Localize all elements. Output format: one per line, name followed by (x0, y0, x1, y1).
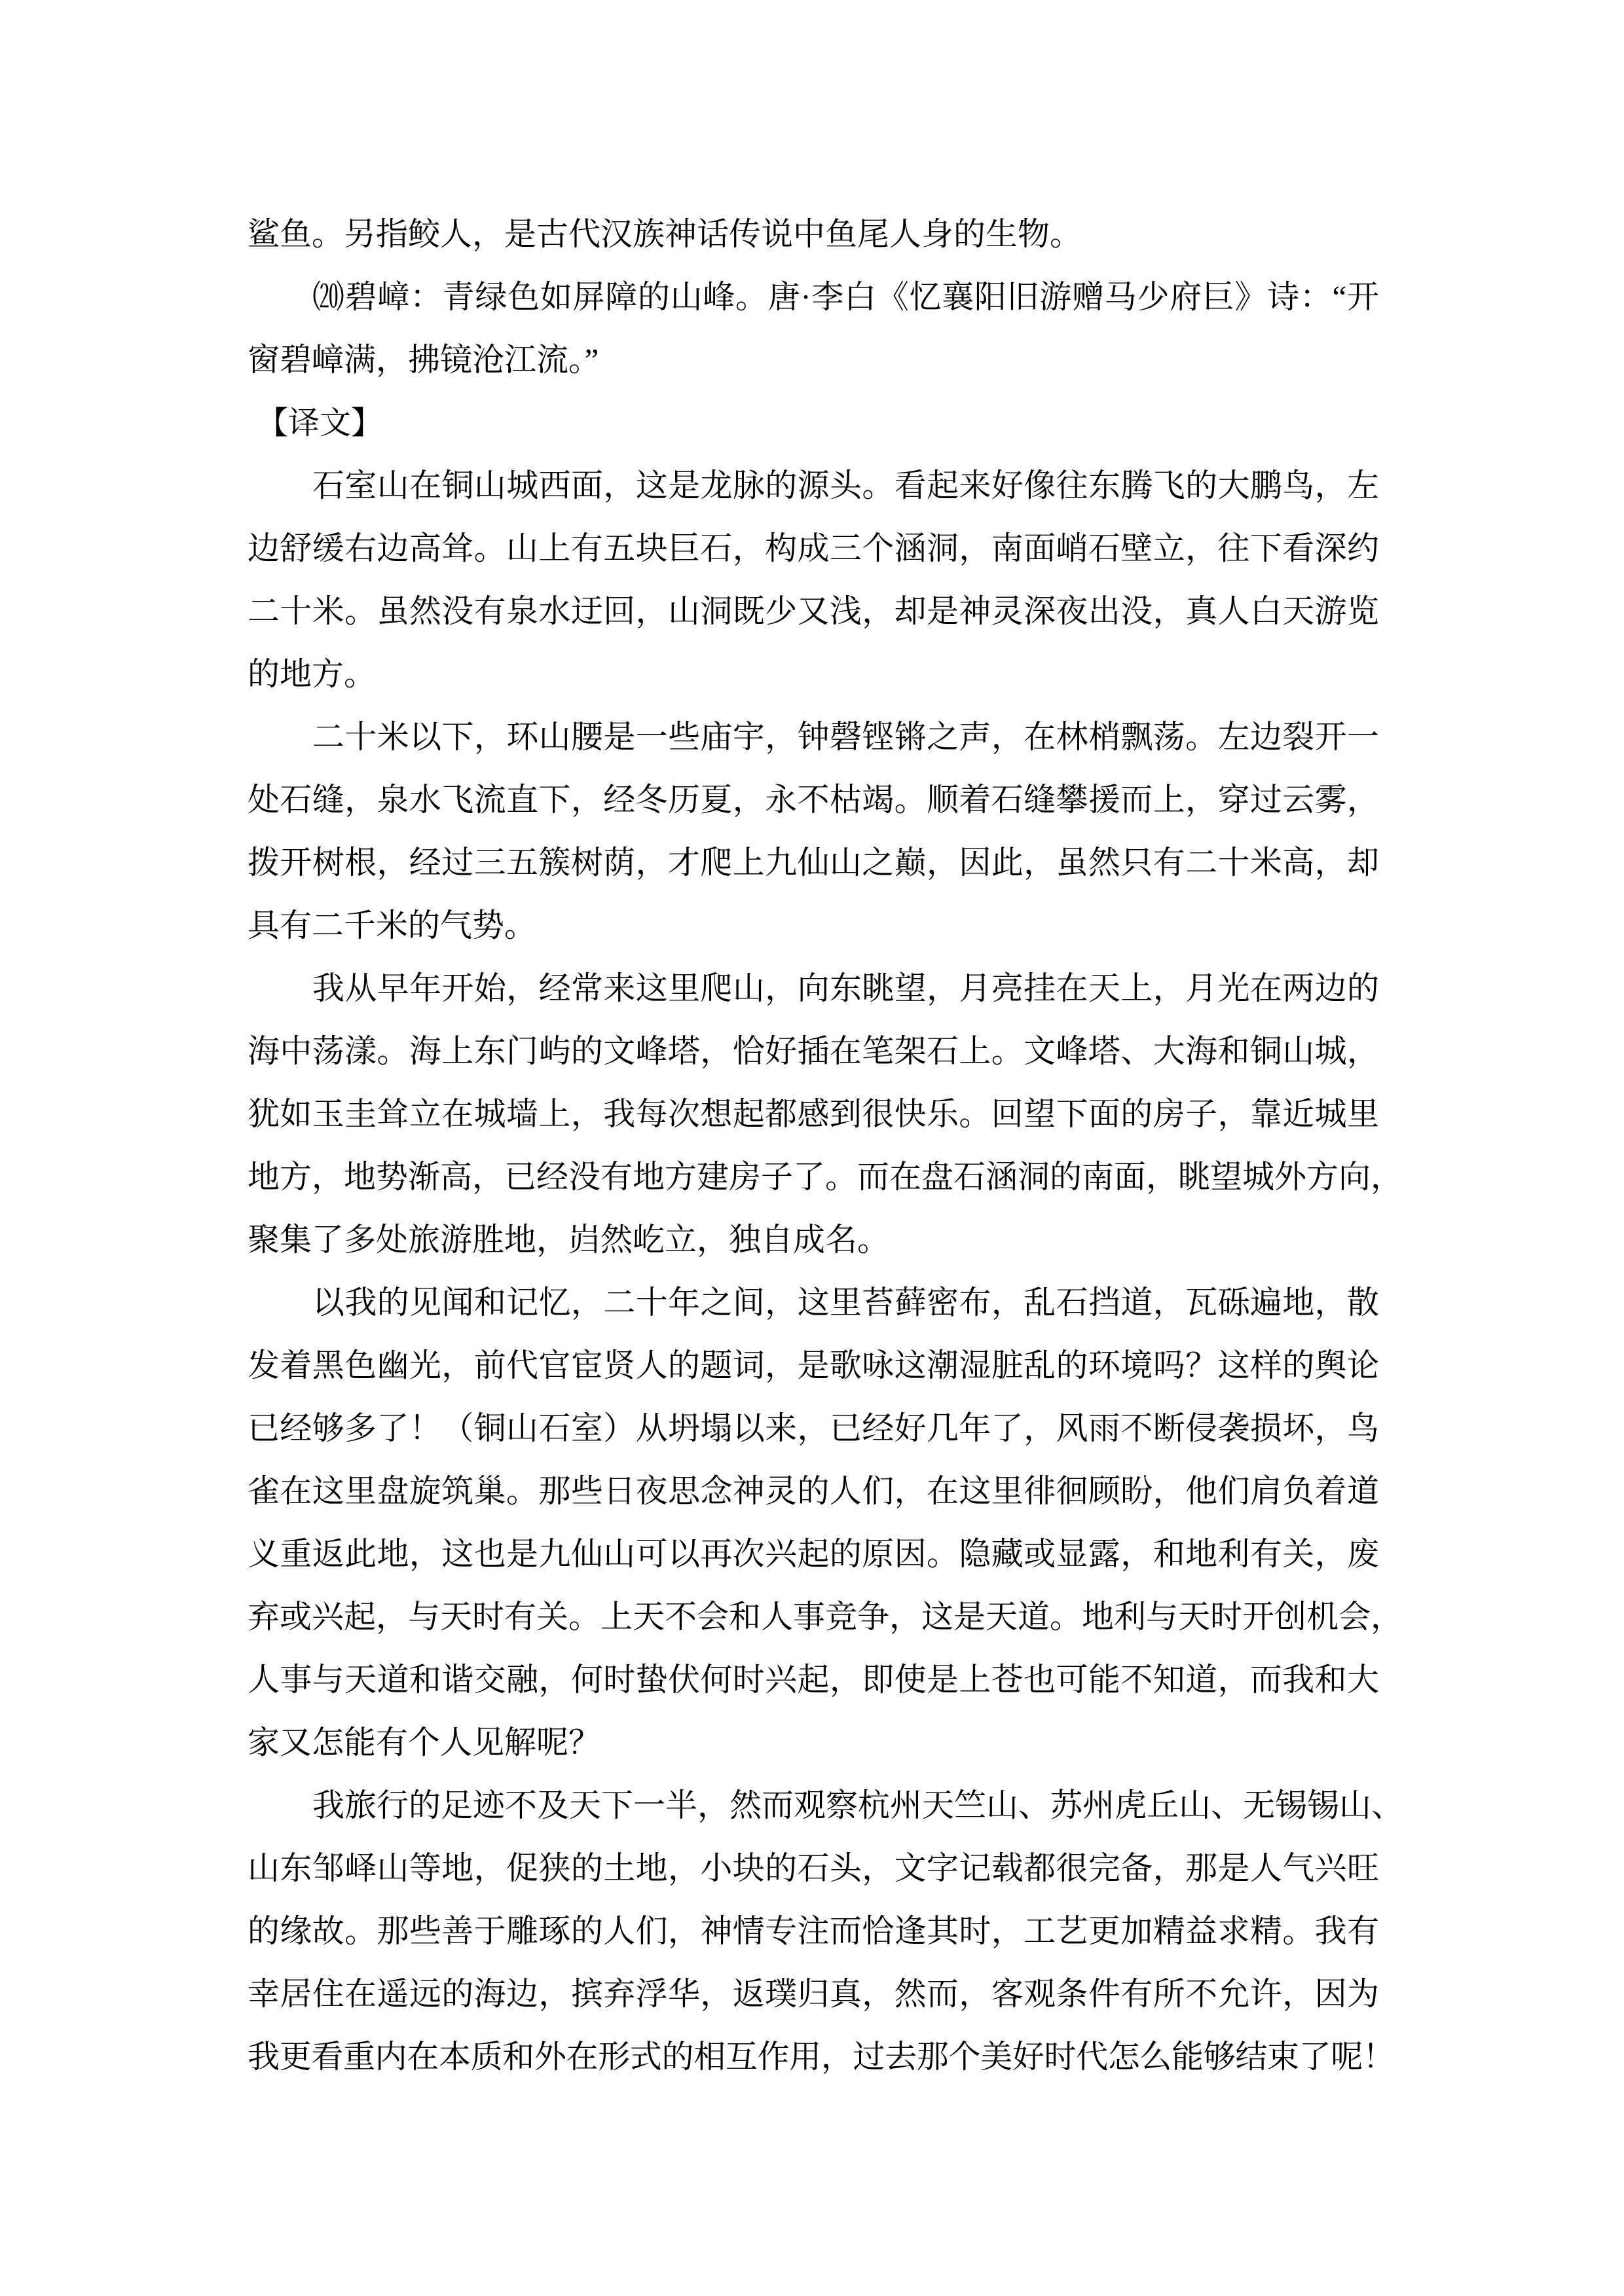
paragraph-line: 幸居住在遥远的海边，摈弃浮华，返璞归真，然而，客观条件有所不允许，因为 (248, 1976, 1379, 2012)
note-20-line-1: ⒇碧嶂：青绿色如屏障的山峰。唐·李白《忆襄阳旧游赠马少府巨》诗：“开 (312, 279, 1379, 315)
paragraph-line: 家又怎能有个人见解呢？ (248, 1724, 601, 1760)
paragraph-line: 弃或兴起，与天时有关。上天不会和人事竞争，这是天道。地利与天时开创机会， (248, 1599, 1403, 1635)
paragraph-line: 二十米以下，环山腰是一些庙宇，钟磬铿锵之声，在林梢飘荡。左边裂开一 (312, 719, 1379, 755)
paragraph-line: 我更看重内在本质和外在形式的相互作用，过去那个美好时代怎么能够结束了呢！ (248, 2039, 1393, 2075)
paragraph-5 (248, 1774, 1404, 2088)
paragraph-line: 义重返此地，这也是九仙山可以再次兴起的原因。隐藏或显露，和地利有关，废 (248, 1536, 1379, 1572)
paragraph-line: 以我的见闻和记忆，二十年之间，这里苔藓密布，乱石挡道，瓦砾遍地，散 (312, 1285, 1379, 1321)
paragraph-1 (248, 454, 1379, 706)
translation-heading: 【译文】 (257, 405, 383, 441)
document-body (248, 203, 1404, 2088)
paragraph-line: 石室山在铜山城西面，这是龙脉的源头。看起来好像往东腾飞的大鹏鸟，左 (312, 467, 1379, 503)
paragraph-line: 犹如玉圭耸立在城墙上，我每次想起都感到很快乐。回望下面的房子，靠近城里 (248, 1096, 1379, 1132)
paragraph-line: 人事与天道和谐交融，何时蛰伏何时兴起，即使是上苍也可能不知道，而我和大 (248, 1662, 1379, 1698)
paragraph-line: 我旅行的足迹不及天下一半，然而观察杭州天竺山、苏州虎丘山、无锡锡山、 (312, 1787, 1404, 1823)
paragraph-line: 雀在这里盘旋筑巢。那些日夜思念神灵的人们，在这里徘徊顾盼，他们肩负着道 (248, 1473, 1379, 1509)
paragraph-line: 已经够多了！（铜山石室）从坍塌以来，已经好几年了，风雨不断侵袭损坏，鸟 (248, 1410, 1379, 1446)
paragraph-line: 山东邹峄山等地，促狭的土地，小块的石头，文字记载都很完备，那是人气兴旺 (248, 1850, 1379, 1886)
paragraph-line: 我从早年开始，经常来这里爬山，向东眺望，月亮挂在天上，月光在两边的 (312, 970, 1379, 1006)
paragraph-line: 发着黑色幽光，前代官宦贤人的题词，是歌咏这潮湿脏乱的环境吗？这样的舆论 (248, 1347, 1379, 1383)
paragraph-line: 处石缝，泉水飞流直下，经冬历夏，永不枯竭。顺着石缝攀援而上，穿过云雾， (248, 782, 1379, 818)
paragraph-2 (248, 706, 1379, 957)
paragraph-line: 海中荡漾。海上东门屿的文峰塔，恰好插在笔架石上。文峰塔、大海和铜山城， (248, 1033, 1379, 1069)
paragraph-4 (248, 1271, 1403, 1774)
note-continuation-line: 鲨鱼。另指鲛人，是古代汉族神话传说中鱼尾人身的生物。 (248, 216, 1082, 252)
paragraph-line: 的地方。 (248, 656, 377, 692)
paragraph-line: 的缘故。那些善于雕琢的人们，神情专注而恰逢其时，工艺更加精益求精。我有 (248, 1913, 1379, 1949)
paragraph-line: 拨开树根，经过三五簇树荫，才爬上九仙山之巅，因此，虽然只有二十米高，却 (248, 845, 1379, 881)
paragraph-line: 边舒缓右边高耸。山上有五块巨石，构成三个涵洞，南面峭石壁立，往下看深约 (248, 530, 1379, 566)
paragraph-line: 二十米。虽然没有泉水迂回，山洞既少又浅，却是神灵深夜出没，真人白天游览 (248, 593, 1379, 629)
paragraph-line: 地方，地势渐高，已经没有地方建房子了。而在盘石涵洞的南面，眺望城外方向， (248, 1159, 1403, 1195)
paragraph-line: 聚集了多处旅游胜地，岿然屹立，独自成名。 (248, 1222, 890, 1258)
note-20-line-2: 窗碧嶂满，拂镜沧江流。” (248, 342, 599, 378)
paragraph-line: 具有二千米的气势。 (248, 907, 537, 943)
paragraph-3 (248, 957, 1403, 1271)
